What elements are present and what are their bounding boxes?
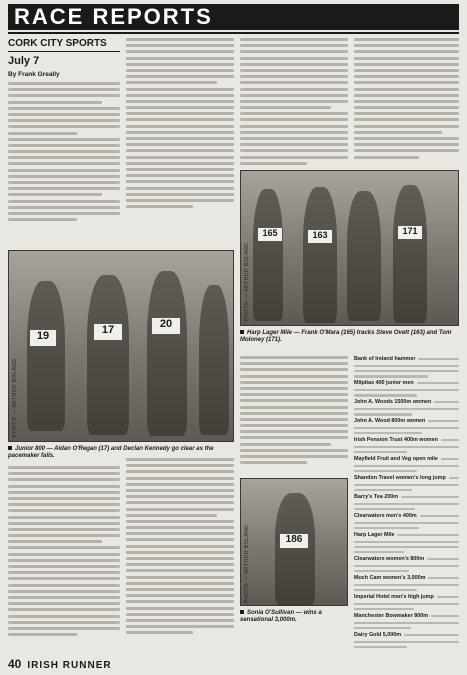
photo-credit: PHOTO — ARTHUR BOLAND (244, 242, 250, 321)
article-text-block-4 (354, 38, 459, 159)
result-event-label: Much Cam women's 3,000m (354, 575, 426, 582)
result-event-label: John A. Wood 800m women (354, 418, 426, 425)
result-event-label: Bank of Ireland hammer (354, 356, 416, 362)
result-event (354, 575, 459, 581)
column-4 (354, 38, 459, 159)
result-event (354, 513, 459, 519)
article-date: July 7 (8, 55, 40, 67)
article-byline: By Frank Greally (8, 71, 60, 78)
runner-bib: 17 (93, 323, 123, 341)
banner-title: RACE REPORTS (14, 4, 213, 29)
article-section-heading: CORK CITY SPORTS (8, 38, 120, 52)
runner-bib: 20 (151, 317, 181, 335)
column-3 (240, 38, 348, 165)
runner-bib: 171 (397, 225, 423, 240)
banner-rule (8, 32, 459, 34)
result-event (354, 418, 459, 424)
photo-credit: PHOTO — ARTHUR BOLAND (12, 358, 18, 437)
result-event-label: Shandon Travel women's long jump (354, 475, 446, 481)
article-text-block-5 (126, 458, 234, 634)
result-event (354, 594, 459, 600)
column-2 (126, 38, 234, 208)
result-event-label: John A. Woods 1500m women (354, 399, 432, 406)
result-event (354, 456, 459, 462)
result-event-label: Irish Pension Trust 400m women (354, 437, 438, 444)
result-event-label: Clearwaters women's 800m (354, 556, 425, 563)
results-listing (354, 356, 459, 648)
result-event-label: Milpitas 400 junior men (354, 380, 414, 387)
photo-harp-lager-mile (240, 170, 459, 326)
photo-credit: PHOTO — ARTHUR BOLAND (244, 524, 250, 603)
caption-lead: Harp Lager Mile — Frank O'Mara (165) tracks Steve Ovett (163) and Tom Moloney (171). (240, 330, 452, 343)
caption-sonia-osullivan (240, 610, 348, 624)
article-text-block-2 (126, 38, 234, 208)
runner-bib: 186 (279, 533, 309, 549)
result-event-label: Harp Lager Mile (354, 531, 395, 538)
result-event (354, 494, 459, 500)
result-event (354, 380, 459, 386)
runner-bib: 163 (307, 229, 333, 244)
page-body (8, 38, 459, 650)
result-event-label: Barry's Tea 200m (354, 493, 399, 500)
caption-lead: Sonia O'Sullivan — wins a sensational 3,000m. (240, 610, 322, 623)
runner-bib: 165 (257, 227, 283, 242)
magazine-name: IRISH RUNNER (27, 660, 112, 671)
result-event (354, 437, 459, 443)
result-event (354, 356, 459, 362)
article-text-block-1 (8, 82, 120, 221)
result-event-label: Imperial Hotel men's high jump (354, 594, 434, 600)
photo-junior-800 (8, 250, 234, 442)
article-text-block-6 (8, 466, 120, 636)
result-event (354, 556, 459, 562)
section-banner (8, 4, 459, 30)
page-footer (8, 657, 112, 671)
column-2-lower (126, 458, 234, 634)
article-text-block-7 (240, 356, 348, 464)
article-text-block-3 (240, 38, 348, 165)
column-1 (8, 38, 120, 221)
caption-lead: Junior 800 — Aidan O'Regan (17) and Declan Kennedy go clear as the pacemaker falls. (8, 446, 214, 459)
column-3-lower (240, 356, 348, 464)
result-event (354, 613, 459, 619)
result-event-label: Manchester Bowmaker 800m (354, 612, 429, 619)
caption-harp-lager-mile (240, 330, 459, 344)
result-event-label: Dairy Gold 5,000m (354, 631, 402, 638)
photo-sonia-osullivan (240, 478, 348, 606)
result-event (354, 532, 459, 538)
result-event-label: Clearwaters men's 400m (354, 512, 417, 519)
runner-bib: 19 (29, 329, 57, 347)
page-number: 40 (8, 657, 22, 671)
result-event (354, 632, 459, 638)
result-event (354, 399, 459, 405)
column-1-lower (8, 466, 120, 636)
result-event (354, 475, 459, 481)
result-event-label: Mayfield Fruit and Veg open mile (354, 456, 438, 463)
